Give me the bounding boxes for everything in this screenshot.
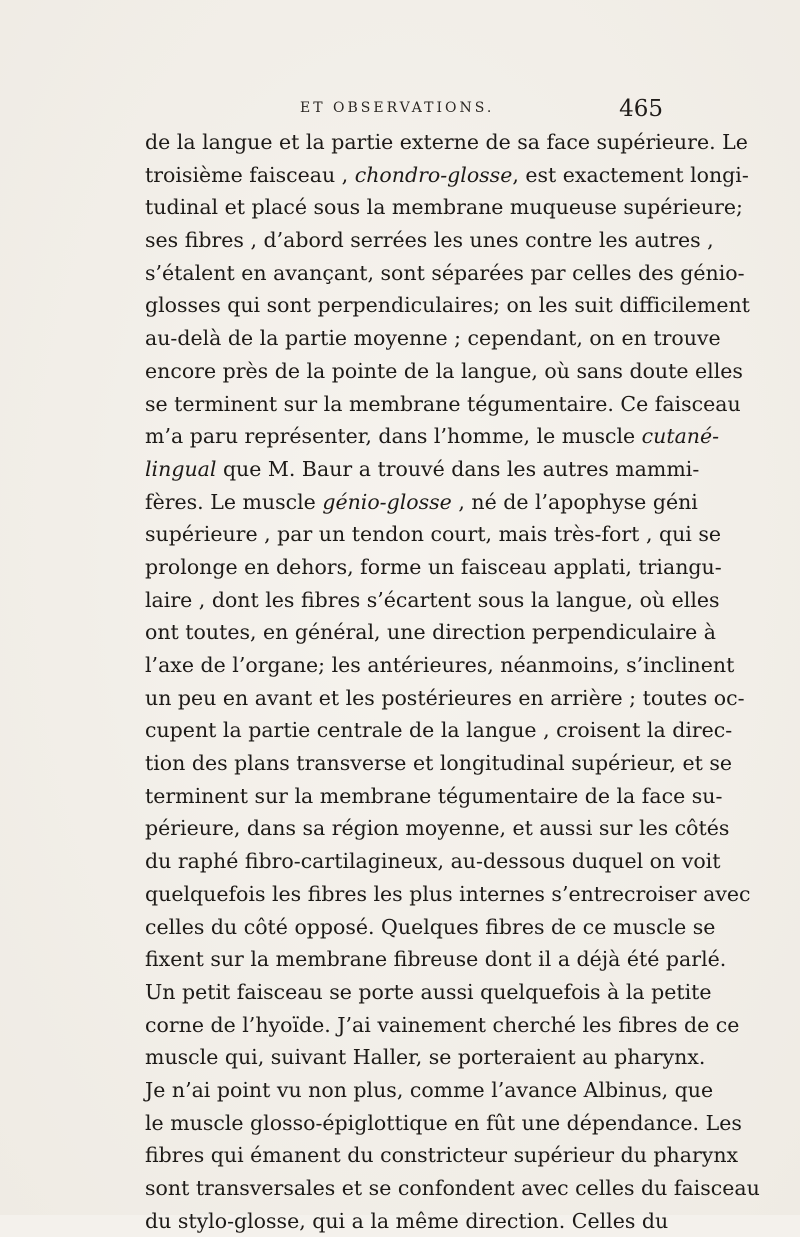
text-run: , est exactement longi- <box>512 162 749 187</box>
text-run: quelquefois les fibres les plus internes s’entrecroiser avec <box>145 881 751 906</box>
text-line <box>145 1041 706 1074</box>
text-line <box>145 486 698 519</box>
text-run: au-delà de la partie moyenne ; cependant, on en trouve <box>145 326 721 351</box>
text-line <box>145 747 733 780</box>
text-line <box>145 1205 669 1237</box>
text-run: tion des plans transverse et longitudinal supérieur, et se <box>145 751 733 776</box>
italic-term: génio-glosse <box>322 489 452 514</box>
text-line <box>145 388 741 421</box>
text-line <box>145 649 735 682</box>
text-run: cupent la partie centrale de la langue , croisent la direc- <box>145 718 733 743</box>
text-run: supérieure , par un tendon court, mais très-fort , qui se <box>145 522 722 547</box>
text-run: périeure, dans sa région moyenne, et aussi sur les côtés <box>145 816 730 841</box>
text-run: fibres qui émanent du constricteur supérieur du pharynx <box>145 1143 739 1168</box>
text-run: fixent sur la membrane fibreuse dont il a déjà été parlé. <box>145 947 727 972</box>
text-line <box>145 551 722 584</box>
text-run: du stylo-glosse, qui a la même direction. Celles du <box>145 1208 669 1233</box>
text-line <box>145 126 748 159</box>
text-run: fères. Le muscle <box>145 489 323 514</box>
text-line <box>145 518 722 551</box>
text-line <box>145 355 743 388</box>
text-run: glosses qui sont perpendiculaires; on les suit difficilement <box>145 293 750 318</box>
italic-term: lingual <box>145 456 217 481</box>
text-line <box>145 616 716 649</box>
text-line <box>145 420 720 453</box>
text-line <box>145 845 721 878</box>
text-run: du raphé fibro-cartilagineux, au-dessous duquel on voit <box>145 849 721 874</box>
text-line <box>145 812 730 845</box>
text-run: terminent sur la membrane tégumentaire de la face su- <box>145 783 723 808</box>
text-run: sont transversales et se confondent avec celles du faisceau <box>145 1176 760 1200</box>
text-run: un peu en avant et les postérieures en arrière ; toutes oc- <box>145 685 745 710</box>
text-run: que M. Baur a trouvé dans les autres mammi- <box>216 456 700 481</box>
text-line <box>145 780 723 813</box>
italic-term: chondro-glosse <box>354 162 513 187</box>
running-head: ET OBSERVATIONS. <box>300 100 495 116</box>
text-line <box>145 322 721 355</box>
text-run: tudinal et placé sous la membrane muqueuse supérieure; <box>145 195 743 220</box>
text-run: m’a paru représenter, dans l’homme, le muscle <box>145 424 642 449</box>
text-run: troisième faisceau , <box>145 162 355 187</box>
text-line <box>145 1074 714 1107</box>
text-line <box>145 584 720 617</box>
text-line <box>145 682 745 715</box>
text-run: encore près de la pointe de la langue, où sans doute elles <box>145 358 743 383</box>
text-line <box>145 714 733 747</box>
text-line <box>145 943 727 976</box>
page-number: 465 <box>619 96 663 122</box>
text-run: corne de l’hyoïde. J’ai vainement cherché les fibres de ce <box>145 1012 740 1037</box>
text-run: muscle qui, suivant Haller, se porteraient au pharynx. <box>145 1045 706 1070</box>
text-line <box>145 1107 742 1140</box>
text-line <box>145 191 743 224</box>
text-run: Un petit faisceau se porte aussi quelquefois à la petite <box>145 979 712 1004</box>
text-run: s’étalent en avançant, sont séparées par celles des génio- <box>145 260 745 285</box>
text-run: laire , dont les fibres s’écartent sous la langue, où elles <box>145 587 720 612</box>
text-line <box>145 159 749 192</box>
italic-term: cutané- <box>641 424 720 449</box>
body-text <box>145 126 760 1237</box>
text-line <box>145 1172 760 1205</box>
text-run: Je n’ai point vu non plus, comme l’avance Albinus, que <box>145 1077 714 1102</box>
text-run: se terminent sur la membrane tégumentaire. Ce faisceau <box>145 391 741 416</box>
text-run: ont toutes, en général, une direction perpendiculaire à <box>145 620 716 645</box>
text-run: l’axe de l’organe; les antérieures, néanmoins, s’inclinent <box>145 653 735 677</box>
text-line <box>145 976 712 1009</box>
text-run: ses fibres , d’abord serrées les unes contre les autres , <box>145 228 714 253</box>
text-run: le muscle glosso-épiglottique en fût une dépendance. Les <box>145 1110 742 1135</box>
text-run: de la langue et la partie externe de sa face supérieure. Le <box>145 130 748 154</box>
text-line <box>145 878 751 911</box>
text-line <box>145 1009 740 1042</box>
text-line <box>145 257 745 290</box>
text-line <box>145 911 716 944</box>
text-line <box>145 289 750 322</box>
text-run: prolonge en dehors, forme un faisceau applati, triangu- <box>145 554 722 579</box>
text-line <box>145 1139 739 1172</box>
text-line <box>145 453 700 486</box>
text-run: , né de l’apophyse géni <box>451 489 698 514</box>
text-line <box>145 224 714 257</box>
text-run: celles du côté opposé. Quelques fibres de ce muscle se <box>145 914 716 939</box>
